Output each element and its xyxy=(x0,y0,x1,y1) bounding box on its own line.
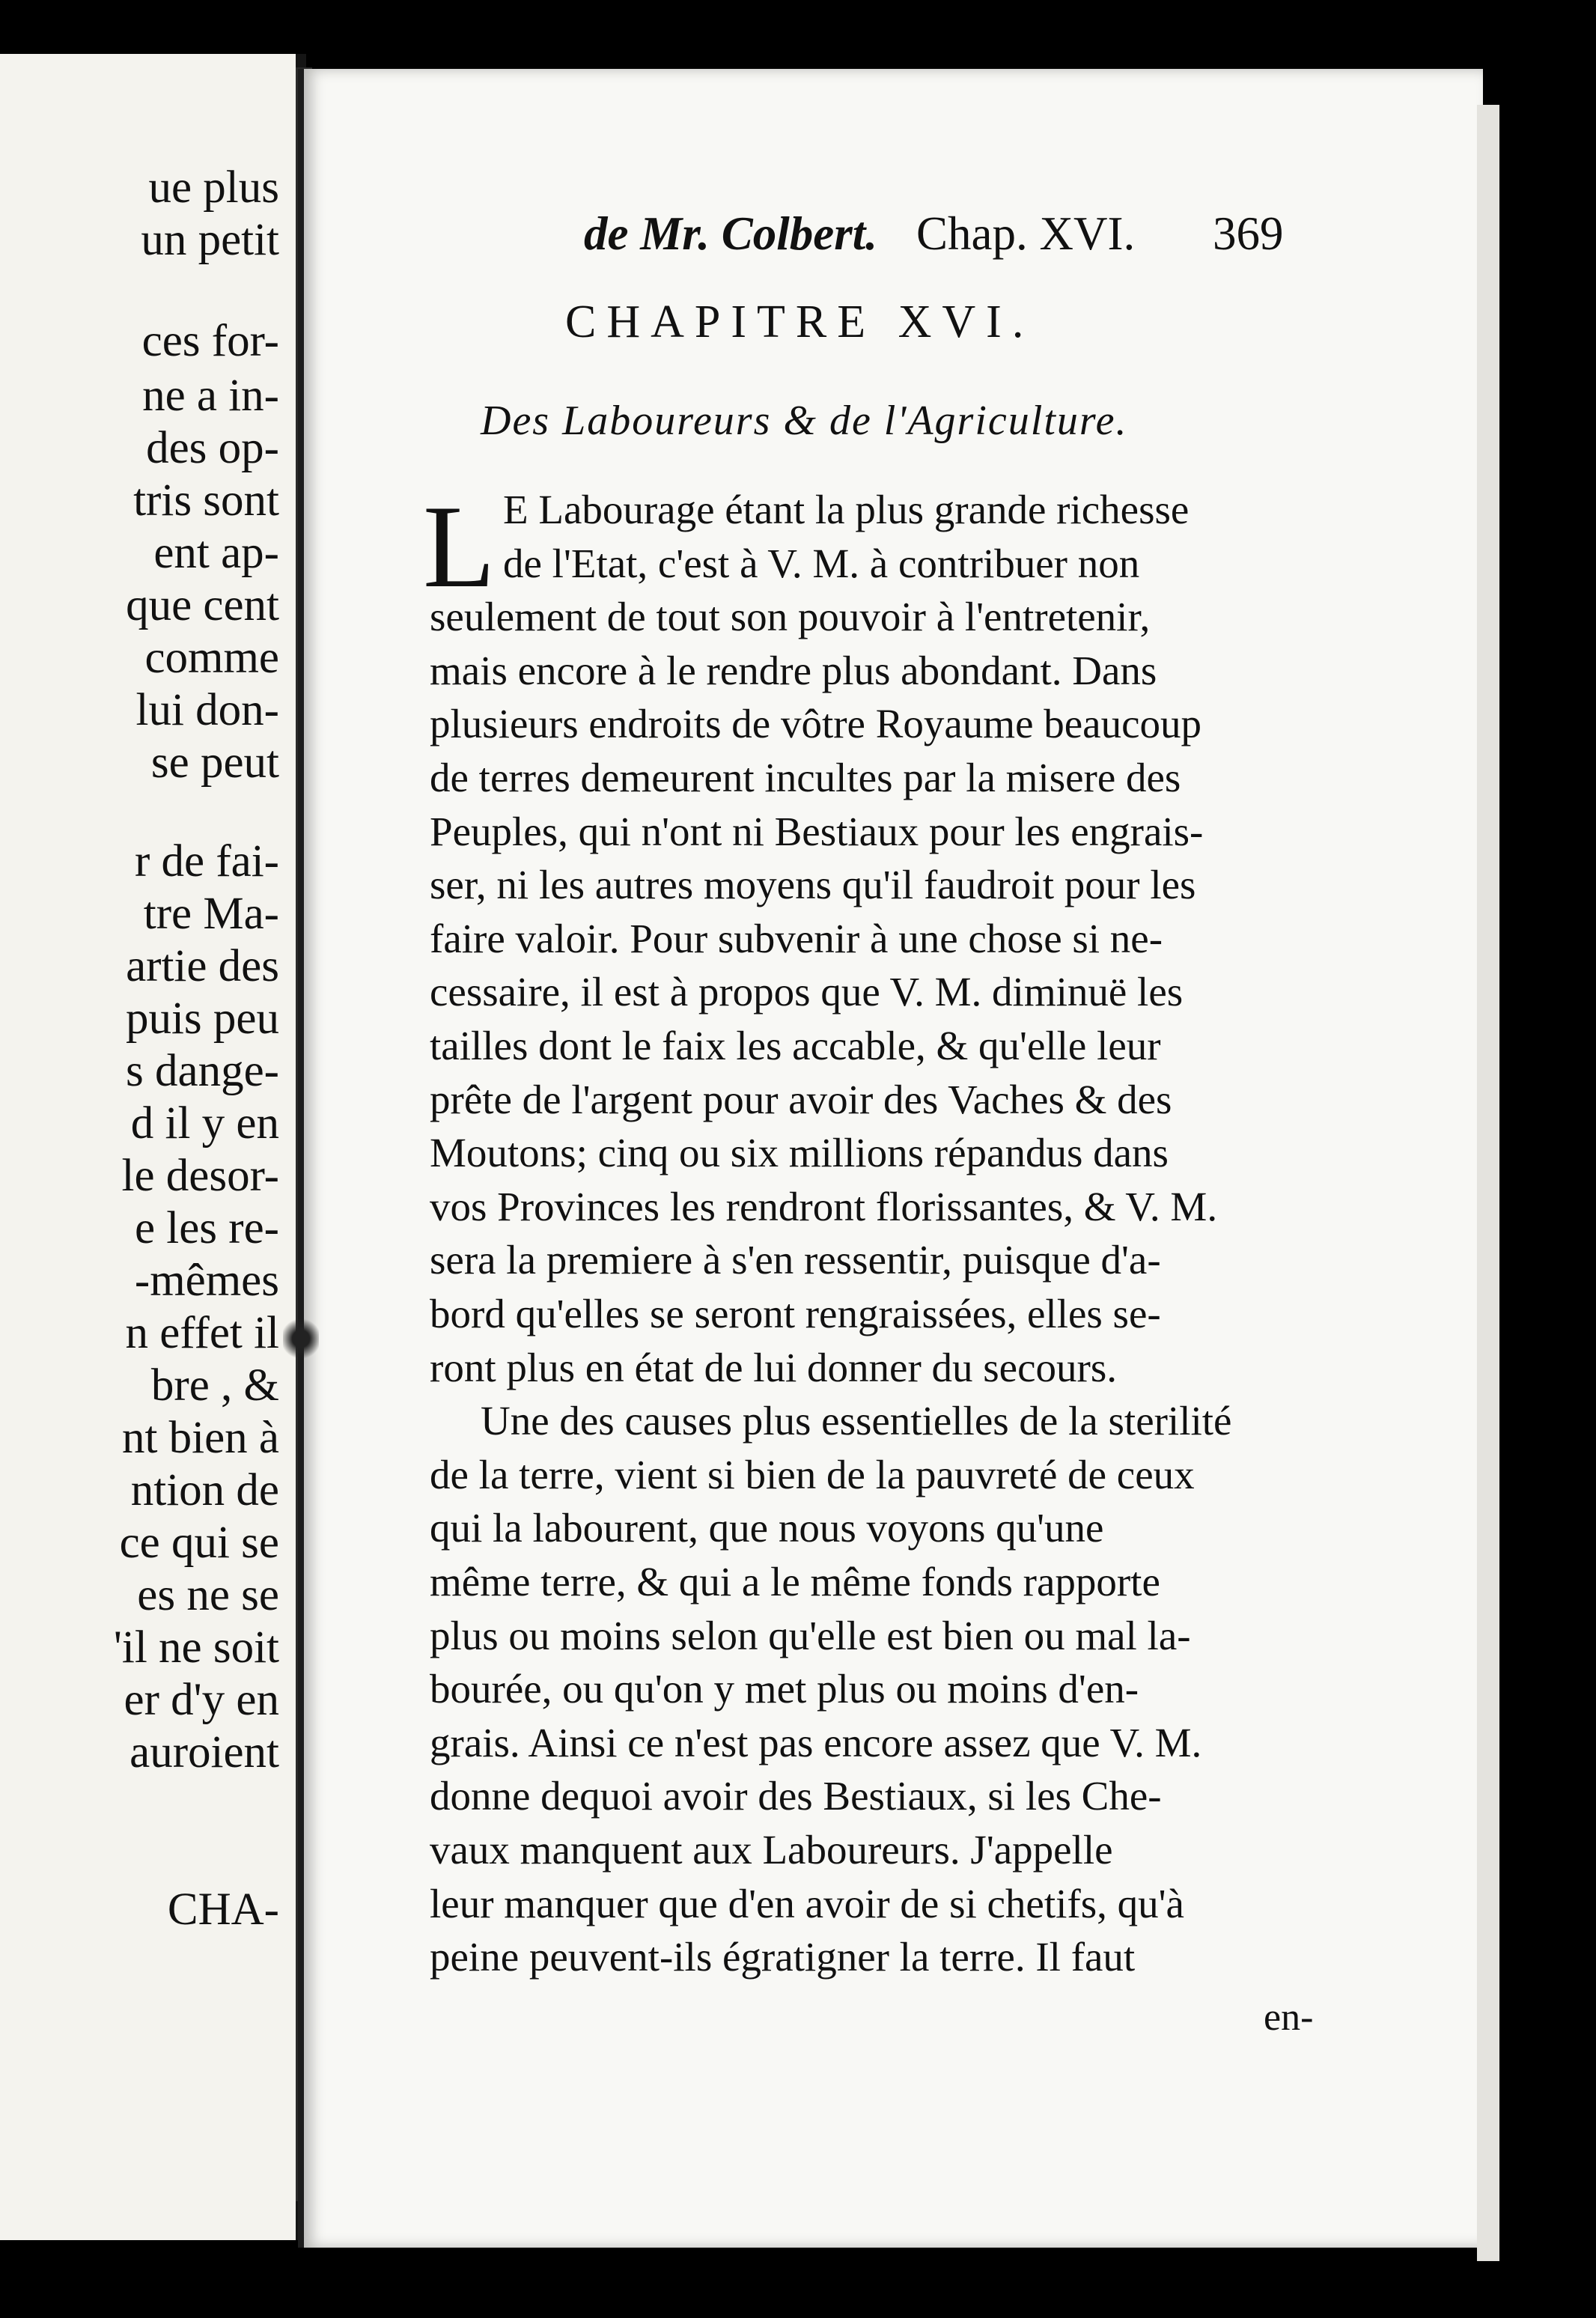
text-line: Moutons; cinq ou six millions répandus dans xyxy=(430,1130,1169,1175)
text-line: bord qu'elles se seront rengraissées, elles se- xyxy=(430,1291,1161,1336)
text-line: Une des causes plus essentielles de la sterilité xyxy=(481,1398,1232,1444)
text-line: sera la premiere à s'en ressentir, puisque d'a- xyxy=(430,1237,1161,1283)
left-text-fragment: 'il ne soit xyxy=(113,1622,279,1673)
text-line: peine peuvent-ils égratigner la terre. Il faut xyxy=(430,1934,1136,1980)
text-line: de terres demeurent incultes par la misere des xyxy=(430,755,1181,800)
text-line: cessaire, il est à propos que V. M. diminuë les xyxy=(430,969,1184,1014)
left-text-fragment: er d'y en xyxy=(124,1675,279,1725)
left-text-fragment: CHA- xyxy=(167,1884,279,1935)
text-line: faire valoir. Pour subvenir à une chose si ne- xyxy=(430,916,1163,961)
left-text-fragment: nt bien à xyxy=(121,1413,279,1463)
text-line: vaux manquent aux Laboureurs. J'appelle xyxy=(430,1827,1113,1873)
text-line: prête de l'argent pour avoir des Vaches & des xyxy=(430,1077,1172,1122)
chapter-heading: CHAPITRE XVI. xyxy=(565,296,1035,347)
catchword: en- xyxy=(1264,1996,1314,2039)
chapter-subtitle: Des Laboureurs & de l'Agriculture. xyxy=(481,398,1128,444)
left-text-fragment: lui don- xyxy=(135,685,279,735)
left-text-fragment: des op- xyxy=(146,423,279,473)
left-text-fragment: bre , & xyxy=(150,1360,279,1411)
left-text-fragment: ent ap- xyxy=(153,528,279,578)
running-head-title: de Mr. Colbert. xyxy=(584,207,878,260)
left-text-fragment: ne a in- xyxy=(142,371,279,421)
text-line: de l'Etat, c'est à V. M. à contribuer non xyxy=(503,541,1140,586)
left-text-fragment: ces for- xyxy=(141,316,279,366)
left-text-fragment: es ne se xyxy=(137,1570,279,1620)
ink-stain xyxy=(283,1316,319,1361)
text-line: tailles dont le faix les accable, & qu'elle leur xyxy=(430,1023,1161,1068)
text-line: grais. Ainsi ce n'est pas encore assez que V. M. xyxy=(430,1720,1202,1765)
left-text-fragment: auroient xyxy=(130,1727,279,1777)
left-text-fragment: ntion de xyxy=(130,1465,279,1515)
left-text-fragment: artie des xyxy=(126,941,279,991)
left-text-fragment: un petit xyxy=(141,215,279,265)
left-text-fragment: le desor- xyxy=(121,1151,279,1201)
left-text-fragment: s dange- xyxy=(126,1046,279,1096)
text-line: qui la labourent, que nous voyons qu'une xyxy=(430,1505,1104,1551)
left-text-fragment: tre Ma- xyxy=(143,889,279,939)
text-line: vos Provinces les rendront florissantes, & V. M. xyxy=(430,1184,1218,1229)
left-text-fragment: se peut xyxy=(150,737,279,788)
left-text-fragment: que cent xyxy=(126,580,279,630)
left-text-fragment: r de fai- xyxy=(134,836,279,886)
text-line: ront plus en état de lui donner du secours. xyxy=(430,1345,1117,1390)
drop-cap: L xyxy=(423,481,496,612)
left-text-fragment: d il y en xyxy=(130,1098,279,1149)
left-text-fragment: n effet il xyxy=(125,1308,279,1358)
left-text-fragment: ce qui se xyxy=(119,1518,279,1568)
left-text-fragment: puis peu xyxy=(125,994,279,1044)
text-line: ser, ni les autres moyens qu'il faudroit pour les xyxy=(430,862,1196,907)
text-line: mais encore à le rendre plus abondant. Dans xyxy=(430,648,1157,693)
page-edge xyxy=(1477,105,1499,2261)
text-line: plusieurs endroits de vôtre Royaume beaucoup xyxy=(430,701,1201,746)
running-head xyxy=(284,207,1295,267)
page-number: 369 xyxy=(1213,207,1284,260)
left-text-fragment: -mêmes xyxy=(134,1256,279,1306)
text-line: E Labourage étant la plus grande richesse xyxy=(503,487,1190,532)
text-line: même terre, & qui a le même fonds rapporte xyxy=(430,1559,1160,1604)
left-text-fragment: ue plus xyxy=(148,162,279,213)
text-line: seulement de tout son pouvoir à l'entretenir, xyxy=(430,594,1151,639)
text-line: donne dequoi avoir des Bestiaux, si les Che- xyxy=(430,1773,1162,1819)
text-line: Peuples, qui n'ont ni Bestiaux pour les engrais- xyxy=(430,809,1204,854)
left-text-fragment: tris sont xyxy=(133,475,279,526)
text-line: bourée, ou qu'on y met plus ou moins d'en- xyxy=(430,1666,1139,1712)
text-line: plus ou moins selon qu'elle est bien ou mal la- xyxy=(430,1613,1191,1658)
left-page xyxy=(0,54,306,2240)
text-line: leur manquer que d'en avoir de si chetifs, qu'à xyxy=(430,1881,1184,1926)
left-text-fragment: e les re- xyxy=(134,1203,279,1253)
left-text-fragment: comme xyxy=(144,633,279,683)
text-line: de la terre, vient si bien de la pauvreté de ceux xyxy=(430,1452,1195,1497)
running-head-chapter: Chap. XVI. xyxy=(916,207,1136,260)
